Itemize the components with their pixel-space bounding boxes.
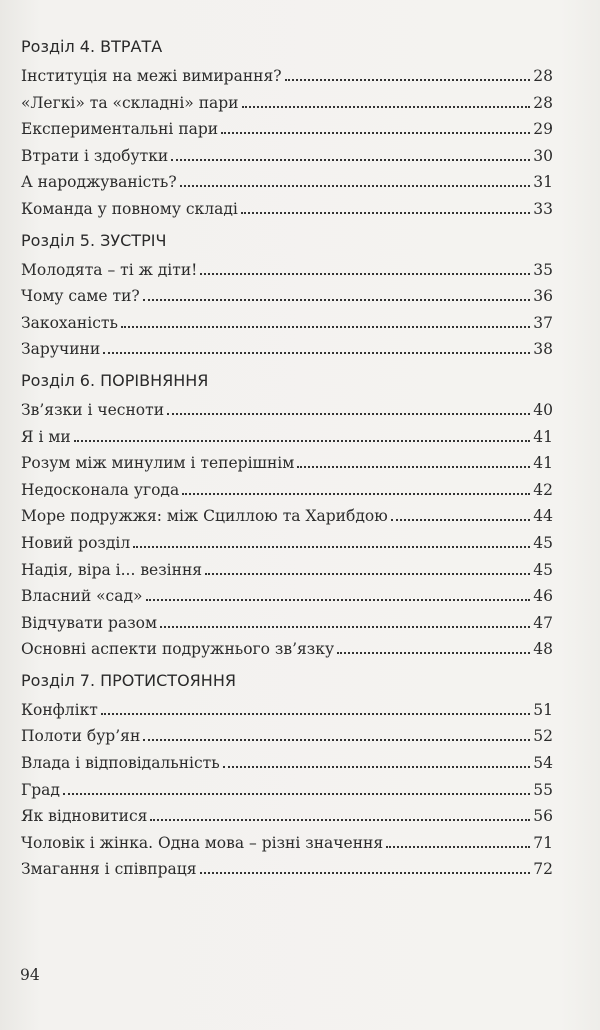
toc-section	[21, 34, 553, 223]
entry-title: Новий розділ	[21, 533, 131, 552]
entry-page-number: 35	[533, 260, 553, 279]
dot-leader	[180, 185, 531, 187]
toc-entry	[21, 283, 553, 310]
dot-leader	[133, 546, 530, 548]
entry-page-number: 40	[533, 400, 553, 419]
entry-page-number: 38	[533, 340, 553, 359]
entry-page-number: 42	[533, 480, 553, 499]
dot-leader	[200, 273, 530, 275]
toc-entry	[21, 723, 553, 750]
entry-title: Чоловік і жінка. Одна мова – різні значення	[21, 833, 384, 852]
toc-entry	[21, 610, 553, 637]
toc-entry	[21, 636, 553, 663]
table-of-contents	[21, 34, 553, 883]
dot-leader	[391, 519, 531, 521]
entry-title: Полоти бур’ян	[21, 727, 141, 746]
dot-leader	[223, 766, 531, 768]
toc-entry	[21, 63, 553, 90]
toc-entry	[21, 777, 553, 804]
entry-title: Зв’язки і чесноти	[21, 400, 165, 419]
toc-entry	[21, 196, 553, 223]
entry-page-number: 28	[533, 93, 553, 112]
entry-page-number: 41	[533, 454, 553, 473]
entry-title: Команда у повному складі	[21, 199, 238, 218]
entry-page-number: 46	[533, 587, 553, 606]
toc-section	[21, 368, 553, 663]
entry-title: Розум між минулим і теперішнім	[21, 454, 295, 473]
page-number: 94	[20, 966, 40, 984]
entry-title: Втрати і здобутки	[21, 146, 169, 165]
dot-leader	[121, 326, 530, 328]
entry-page-number: 44	[533, 507, 553, 526]
entry-title: Основні аспекти подружнього зв’язку	[21, 640, 335, 659]
entry-title: Конфлікт	[21, 700, 98, 719]
dot-leader	[182, 493, 530, 495]
entry-title: Експериментальні пари	[21, 120, 219, 139]
section-title: Розділ 6. ПОРІВНЯННЯ	[21, 370, 209, 390]
toc-entry	[21, 477, 553, 504]
toc-section	[21, 228, 553, 363]
toc-entry	[21, 503, 553, 530]
section-title: Розділ 4. ВТРАТА	[21, 37, 163, 56]
entry-title: Власний «сад»	[21, 587, 143, 606]
entry-page-number: 33	[533, 199, 553, 218]
entry-page-number: 48	[533, 640, 553, 659]
entry-title: «Легкі» та «складні» пари	[21, 93, 239, 112]
entry-page-number: 31	[533, 173, 553, 192]
entry-page-number: 41	[533, 427, 553, 446]
section-title: Розділ 7. ПРОТИСТОЯННЯ	[21, 670, 236, 690]
entry-page-number: 52	[533, 727, 553, 746]
entry-title: Чому саме ти?	[21, 287, 140, 306]
toc-entry	[21, 424, 553, 451]
entry-page-number: 45	[533, 560, 553, 579]
entry-title: Град	[21, 780, 60, 799]
dot-leader	[143, 739, 530, 741]
entry-page-number: 71	[533, 833, 553, 852]
entry-title: Інституція на межі вимирання?	[21, 67, 282, 85]
entry-page-number: 54	[533, 754, 553, 773]
entry-title: Як відновитися	[21, 807, 148, 826]
entry-page-number: 30	[533, 146, 553, 165]
entry-page-number: 37	[533, 313, 553, 332]
dot-leader	[63, 793, 530, 795]
dot-leader	[101, 713, 530, 715]
toc-entry	[21, 310, 553, 337]
toc-entry	[21, 169, 553, 196]
dot-leader	[143, 299, 531, 301]
toc-entry	[21, 116, 553, 143]
dot-leader	[297, 466, 530, 468]
dot-leader	[160, 626, 530, 628]
dot-leader	[74, 440, 531, 442]
entry-title: Молодята – ті ж діти!	[21, 260, 198, 279]
dot-leader	[242, 106, 531, 108]
dot-leader	[241, 212, 530, 214]
entry-title: Недосконала угода	[21, 480, 180, 499]
entry-page-number: 56	[533, 807, 553, 826]
entry-title: Влада і відповідальність	[21, 754, 220, 773]
section-title: Розділ 5. ЗУСТРІЧ	[21, 230, 167, 250]
dot-leader	[167, 413, 530, 415]
entry-page-number: 72	[533, 860, 553, 879]
entry-title: А народжуваність?	[21, 173, 177, 192]
toc-entry	[21, 750, 553, 777]
entry-title: Закоханість	[21, 313, 118, 332]
entry-page-number: 36	[533, 287, 553, 306]
entry-page-number: 51	[533, 700, 553, 719]
dot-leader	[221, 132, 530, 134]
entry-title: Змагання і співпраця	[21, 860, 197, 879]
dot-leader	[386, 846, 530, 848]
toc-section	[21, 668, 553, 883]
dot-leader	[150, 819, 530, 821]
toc-entry	[21, 143, 553, 170]
toc-entry	[21, 697, 553, 724]
toc-entry	[21, 856, 553, 883]
dot-leader	[285, 79, 531, 81]
toc-entry	[21, 530, 553, 557]
entry-page-number: 29	[533, 120, 553, 139]
toc-entry	[21, 830, 553, 857]
dot-leader	[205, 573, 530, 575]
dot-leader	[337, 652, 530, 654]
dot-leader	[146, 599, 531, 601]
dot-leader	[200, 872, 531, 874]
toc-entry	[21, 336, 553, 363]
toc-entry	[21, 583, 553, 610]
entry-page-number: 47	[533, 613, 553, 632]
entry-title: Море подружжя: між Сциллою та Харибдою	[21, 507, 388, 526]
dot-leader	[171, 159, 530, 161]
toc-entry	[21, 397, 553, 424]
toc-entry	[21, 257, 553, 284]
entry-page-number: 55	[533, 780, 553, 799]
entry-title: Надія, віра і... везіння	[21, 560, 203, 579]
toc-entry	[21, 557, 553, 584]
entry-page-number: 28	[533, 67, 553, 85]
dot-leader	[103, 352, 530, 354]
toc-entry	[21, 803, 553, 830]
entry-title: Заручини	[21, 340, 101, 359]
toc-entry	[21, 450, 553, 477]
toc-entry	[21, 90, 553, 117]
entry-title: Я і ми	[21, 427, 71, 446]
entry-page-number: 45	[533, 533, 553, 552]
entry-title: Відчувати разом	[21, 613, 158, 632]
